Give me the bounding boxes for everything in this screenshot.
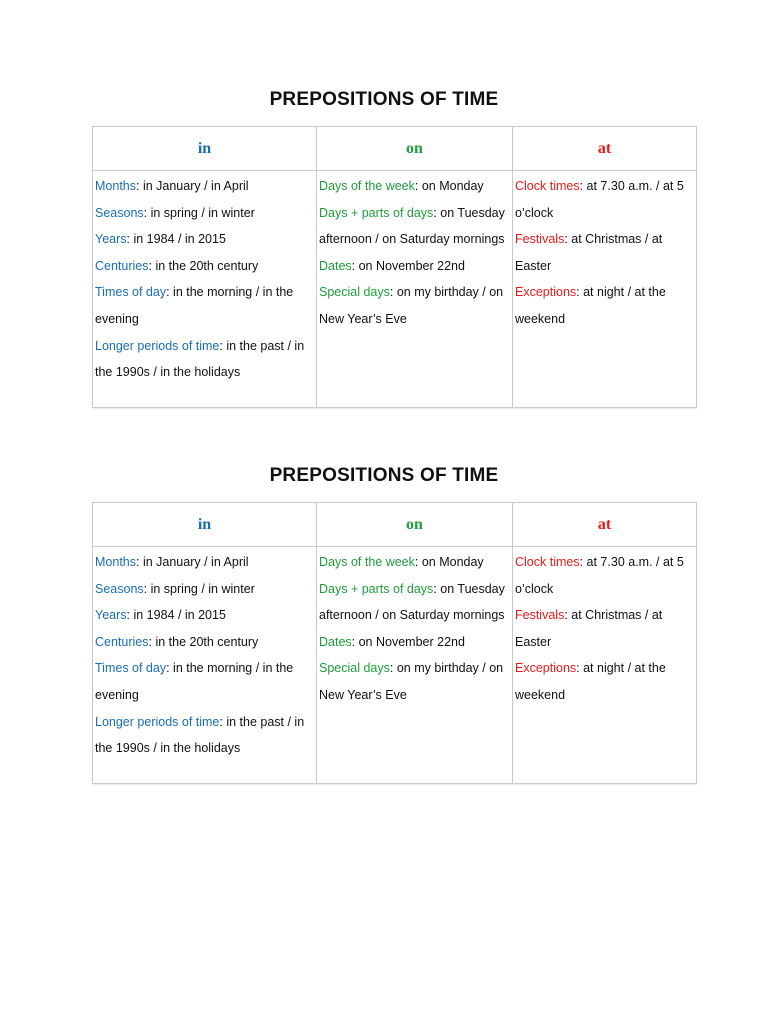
entry-days-parts (319, 206, 505, 247)
cell-at (513, 171, 697, 408)
entry-label: Exceptions (515, 285, 577, 300)
entry-label: Days + parts of days (319, 581, 434, 596)
cell-at (513, 547, 697, 784)
entry-text: : at night / at the weekend (515, 285, 666, 326)
page-title: PREPOSITIONS OF TIME (269, 89, 499, 110)
entry-text: : on Tuesday afternoon / on Saturday mornings (319, 205, 505, 247)
header-in: in (93, 503, 317, 547)
entry-text: : on Tuesday afternoon / on Saturday mornings (319, 581, 505, 623)
entry-text: : on Monday (414, 555, 484, 569)
page-title: PREPOSITIONS OF TIME (269, 465, 499, 486)
entry-text: : in spring / in winter (143, 205, 255, 220)
header-in: in (93, 127, 317, 171)
cell-in (93, 171, 317, 408)
entry-text: : in the past / in the 1990s / in the holidays (95, 338, 305, 380)
entry-label: Seasons (95, 581, 144, 596)
entry-text: : at Christmas / at Easter (515, 608, 663, 649)
entry-dates (319, 635, 465, 649)
entry-label: Longer periods of time (95, 714, 220, 729)
entry-text: : in January / in April (136, 179, 249, 193)
prepositions-section-1 (0, 86, 768, 380)
entry-text: : in January / in April (136, 555, 249, 569)
entry-clock-times (515, 179, 684, 220)
entry-label: Months (95, 555, 136, 569)
entry-label: Centuries (95, 634, 149, 649)
entry-text: : in the morning / in the evening (95, 285, 294, 326)
entry-dates (319, 259, 465, 273)
entry-text: : in spring / in winter (143, 581, 255, 596)
entry-label: Festivals (515, 232, 565, 247)
entry-centuries (95, 259, 258, 273)
entry-label: Dates (319, 258, 352, 273)
header-on: on (317, 127, 513, 171)
table-header-row (93, 503, 697, 547)
entry-text: : on November 22nd (351, 634, 465, 649)
entry-label: Festivals (515, 608, 565, 623)
entry-exceptions (515, 285, 666, 326)
header-at: at (513, 127, 697, 171)
entry-text: : on my birthday / on New Year’s Eve (319, 285, 504, 326)
entry-clock-times (515, 555, 684, 596)
table-row (93, 171, 697, 408)
entry-label: Centuries (95, 258, 149, 273)
entry-text: : at Christmas / at Easter (515, 232, 663, 273)
entry-special-days (319, 285, 503, 326)
header-on: on (317, 503, 513, 547)
entry-times-of-day (95, 285, 293, 326)
entry-label: Years (95, 232, 127, 247)
prepositions-table (92, 126, 697, 408)
entry-label: Months (95, 179, 136, 193)
entry-text: : on my birthday / on New Year’s Eve (319, 661, 504, 702)
entry-text: : in the morning / in the evening (95, 661, 294, 702)
entry-longer-periods (95, 339, 304, 380)
entry-festivals (515, 608, 662, 649)
cell-on (317, 547, 513, 784)
cell-in (93, 547, 317, 784)
entry-text: : on Monday (414, 179, 484, 193)
table-row (93, 547, 697, 784)
entry-longer-periods (95, 715, 304, 756)
entry-label: Years (95, 608, 127, 623)
cell-on (317, 171, 513, 408)
prepositions-table (92, 502, 697, 784)
entry-label: Special days (319, 661, 390, 676)
entry-exceptions (515, 661, 666, 702)
entry-years (95, 608, 226, 622)
entry-text: : in 1984 / in 2015 (126, 232, 226, 247)
entry-special-days (319, 661, 503, 702)
entry-label: Days of the week (319, 555, 415, 569)
prepositions-section-2 (0, 462, 768, 756)
entry-text: : at night / at the weekend (515, 661, 666, 702)
entry-centuries (95, 635, 258, 649)
table-header-row (93, 127, 697, 171)
entry-label: Clock times (515, 555, 580, 569)
entry-days-of-week (319, 179, 484, 193)
entry-label: Longer periods of time (95, 338, 220, 353)
entry-label: Days of the week (319, 179, 415, 193)
entry-text: : at 7.30 a.m. / at 5 o’clock (515, 179, 684, 220)
entry-text: : at 7.30 a.m. / at 5 o’clock (515, 555, 684, 596)
header-at: at (513, 503, 697, 547)
entry-text: : in the past / in the 1990s / in the holidays (95, 714, 305, 756)
entry-label: Special days (319, 285, 390, 300)
entry-festivals (515, 232, 662, 273)
entry-label: Times of day (95, 661, 167, 676)
entry-label: Days + parts of days (319, 205, 434, 220)
entry-label: Exceptions (515, 661, 577, 676)
entry-years (95, 232, 226, 246)
entry-label: Times of day (95, 285, 167, 300)
entry-text: : in the 20th century (148, 258, 259, 273)
entry-days-of-week (319, 555, 484, 569)
entry-label: Dates (319, 634, 352, 649)
entry-text: : on November 22nd (351, 258, 465, 273)
entry-label: Clock times (515, 179, 580, 193)
entry-times-of-day (95, 661, 293, 702)
entry-text: : in 1984 / in 2015 (126, 608, 226, 623)
entry-seasons (95, 582, 255, 596)
entry-months (95, 555, 249, 569)
entry-text: : in the 20th century (148, 634, 259, 649)
entry-seasons (95, 206, 255, 220)
entry-label: Seasons (95, 205, 144, 220)
entry-days-parts (319, 582, 505, 623)
entry-months (95, 179, 249, 193)
